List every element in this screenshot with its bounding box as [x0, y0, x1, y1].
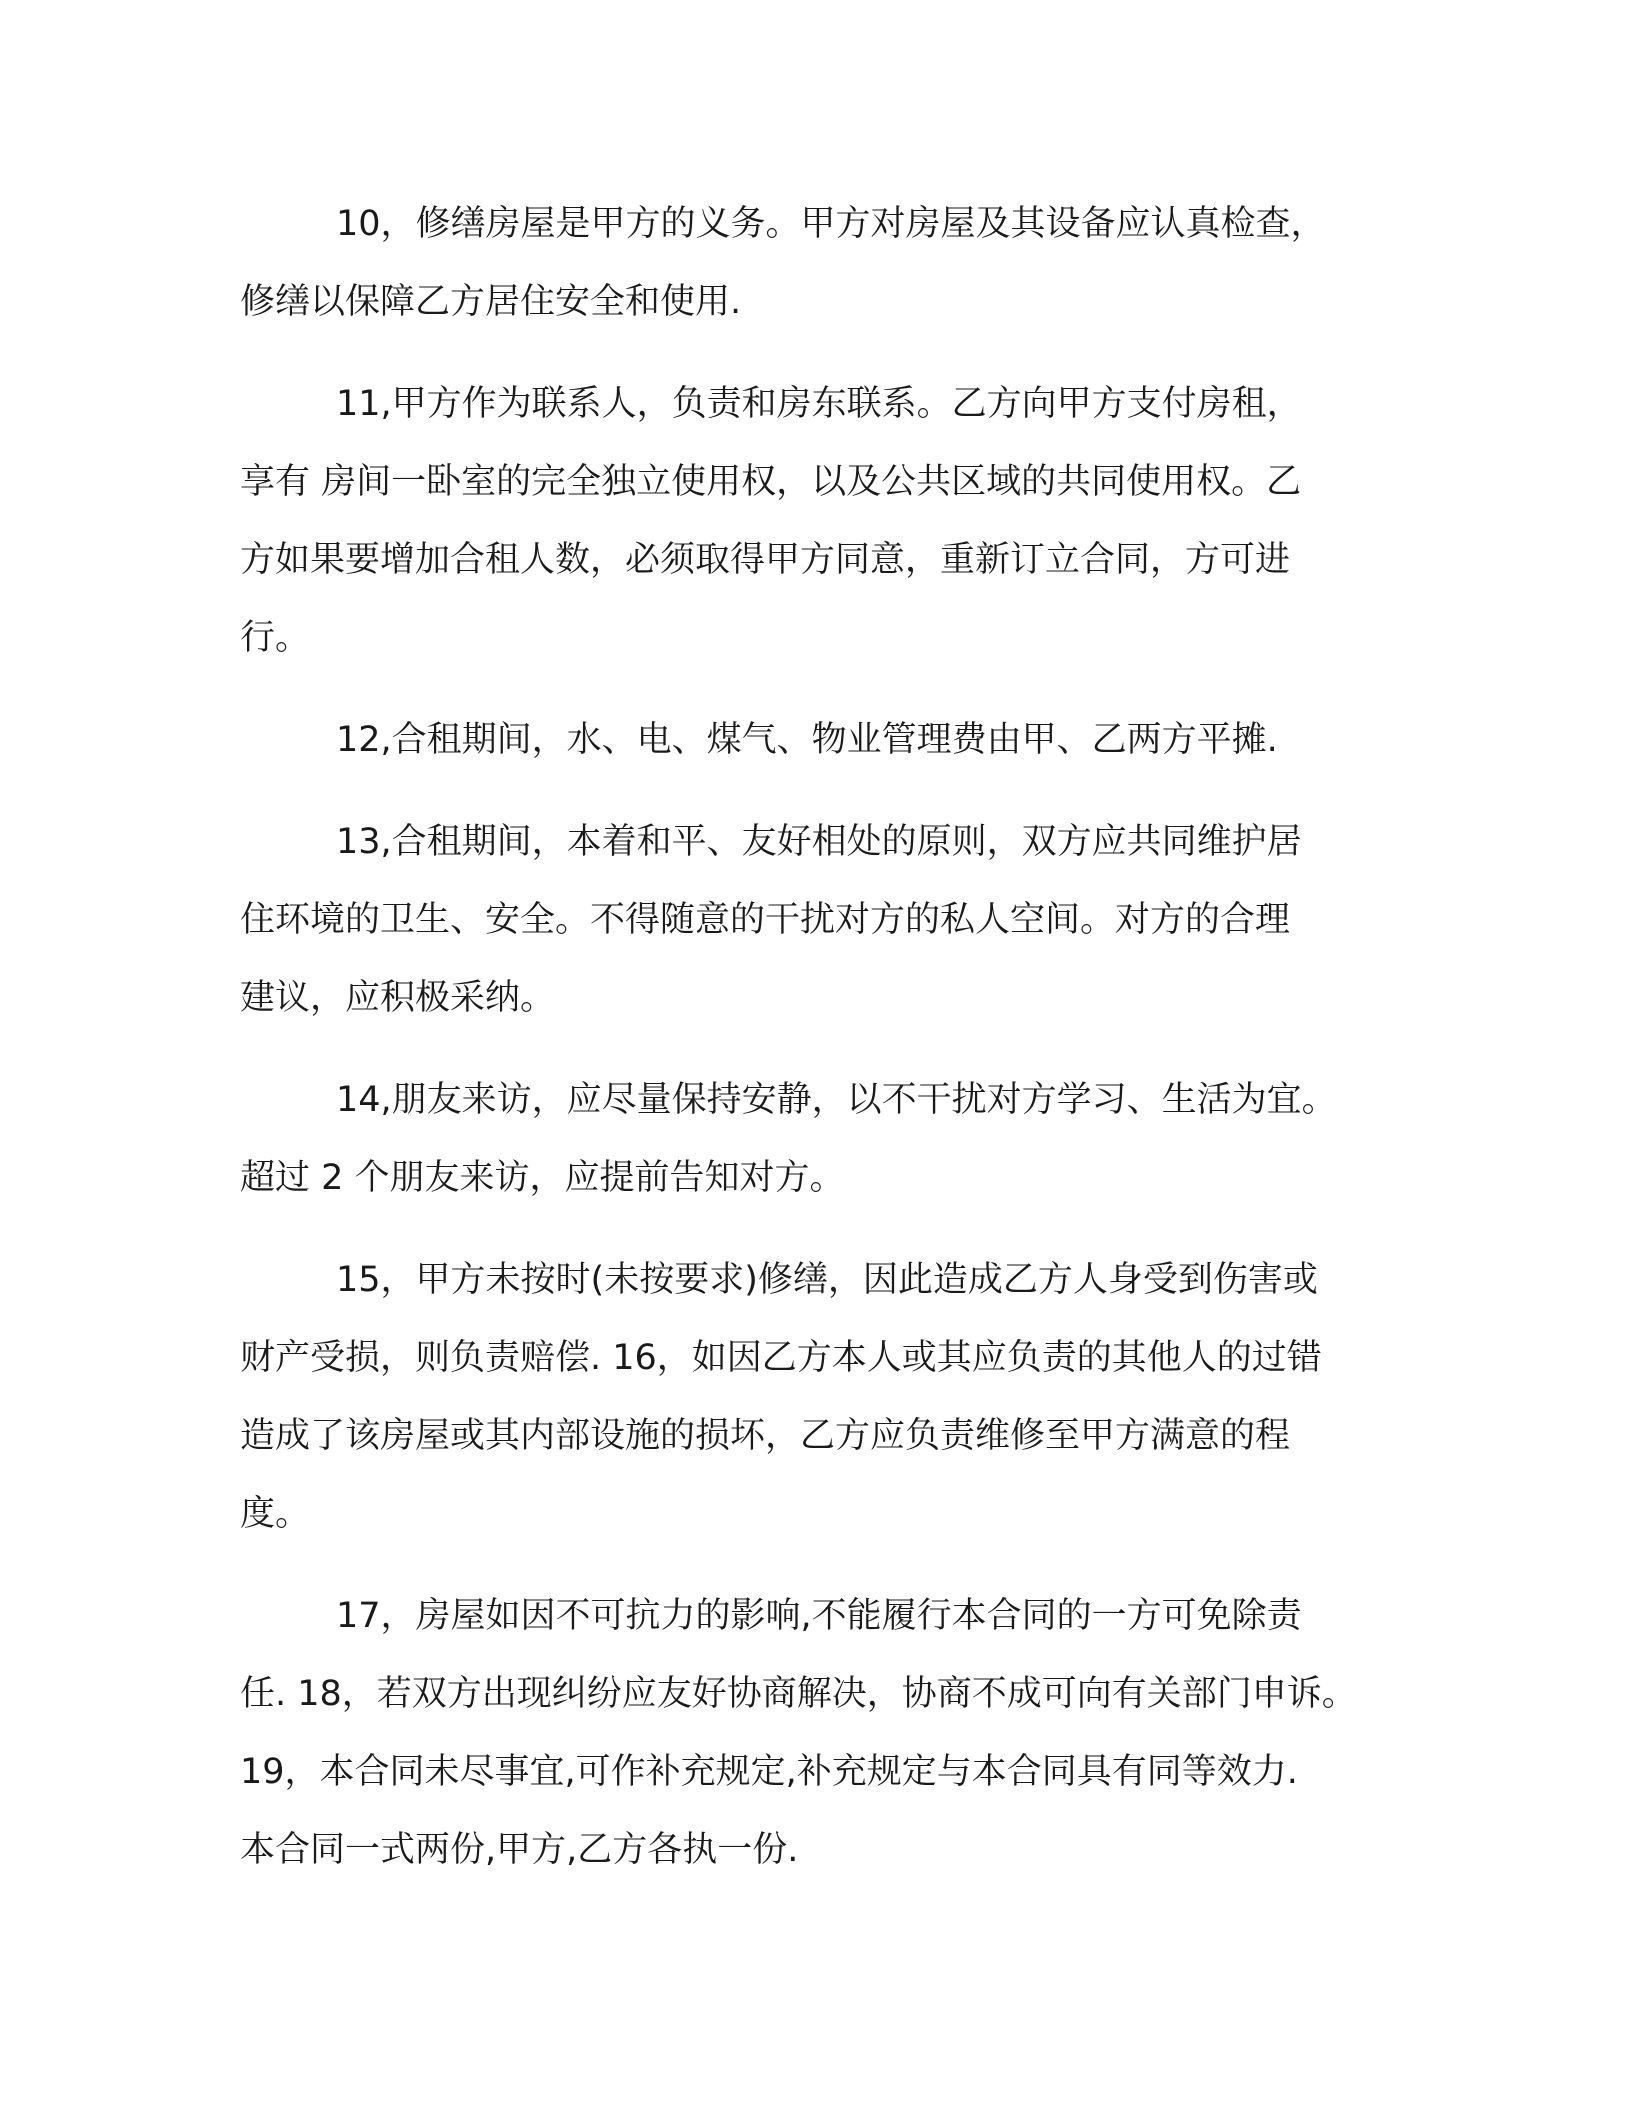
text-line: 14,朋友来访，应尽量保持安静，以不干扰对方学习、生活为宜。 [336, 1080, 1337, 1120]
text-line: 11,甲方作为联系人，负责和房东联系。乙方向甲方支付房租， [336, 384, 1302, 424]
text-line: 方如果要增加合租人数，必须取得甲方同意，重新订立合同，方可进 [240, 540, 1291, 580]
clause-13 [240, 803, 1400, 1037]
clause-10 [240, 185, 1400, 341]
text-line: 10，修缮房屋是甲方的义务。甲方对房屋及其设备应认真检查， [336, 204, 1326, 244]
document-page [240, 185, 1400, 1913]
text-line: 修缮以保障乙方居住安全和使用. [240, 282, 742, 322]
clause-12 [240, 701, 1400, 779]
text-line: 财产受损，则负责赔偿. 16，如因乙方本人或其应负责的其他人的过错 [240, 1338, 1322, 1378]
text-line: 享有 房间一卧室的完全独立使用权，以及公共区域的共同使用权。乙 [240, 462, 1302, 502]
text-line: 17，房屋如因不可抗力的影响,不能履行本合同的一方可免除责 [336, 1596, 1302, 1636]
text-line: 本合同一式两份,甲方,乙方各执一份. [240, 1830, 799, 1870]
text-line: 行。 [240, 618, 311, 658]
text-line: 19，本合同未尽事宜,可作补充规定,补充规定与本合同具有同等效力. [240, 1752, 1298, 1792]
clause-14 [240, 1061, 1400, 1217]
text-line: 超过 2 个朋友来访，应提前告知对方。 [240, 1158, 845, 1198]
clause-17-19 [240, 1577, 1400, 1889]
text-line: 13,合租期间，本着和平、友好相处的原则，双方应共同维护居 [336, 822, 1302, 862]
text-line: 12,合租期间，水、电、煤气、物业管理费由甲、乙两方平摊. [336, 720, 1278, 760]
text-line: 度。 [240, 1494, 311, 1534]
clause-15-16 [240, 1241, 1400, 1553]
text-line: 任. 18，若双方出现纠纷应友好协商解决，协商不成可向有关部门申诉。 [240, 1674, 1357, 1714]
text-line: 住环境的卫生、安全。不得随意的干扰对方的私人空间。对方的合理 [240, 900, 1291, 940]
clause-11 [240, 365, 1400, 677]
text-line: 15，甲方未按时(未按要求)修缮，因此造成乙方人身受到伤害或 [336, 1260, 1318, 1300]
text-line: 建议，应积极采纳。 [240, 978, 556, 1018]
text-line: 造成了该房屋或其内部设施的损坏，乙方应负责维修至甲方满意的程 [240, 1416, 1291, 1456]
